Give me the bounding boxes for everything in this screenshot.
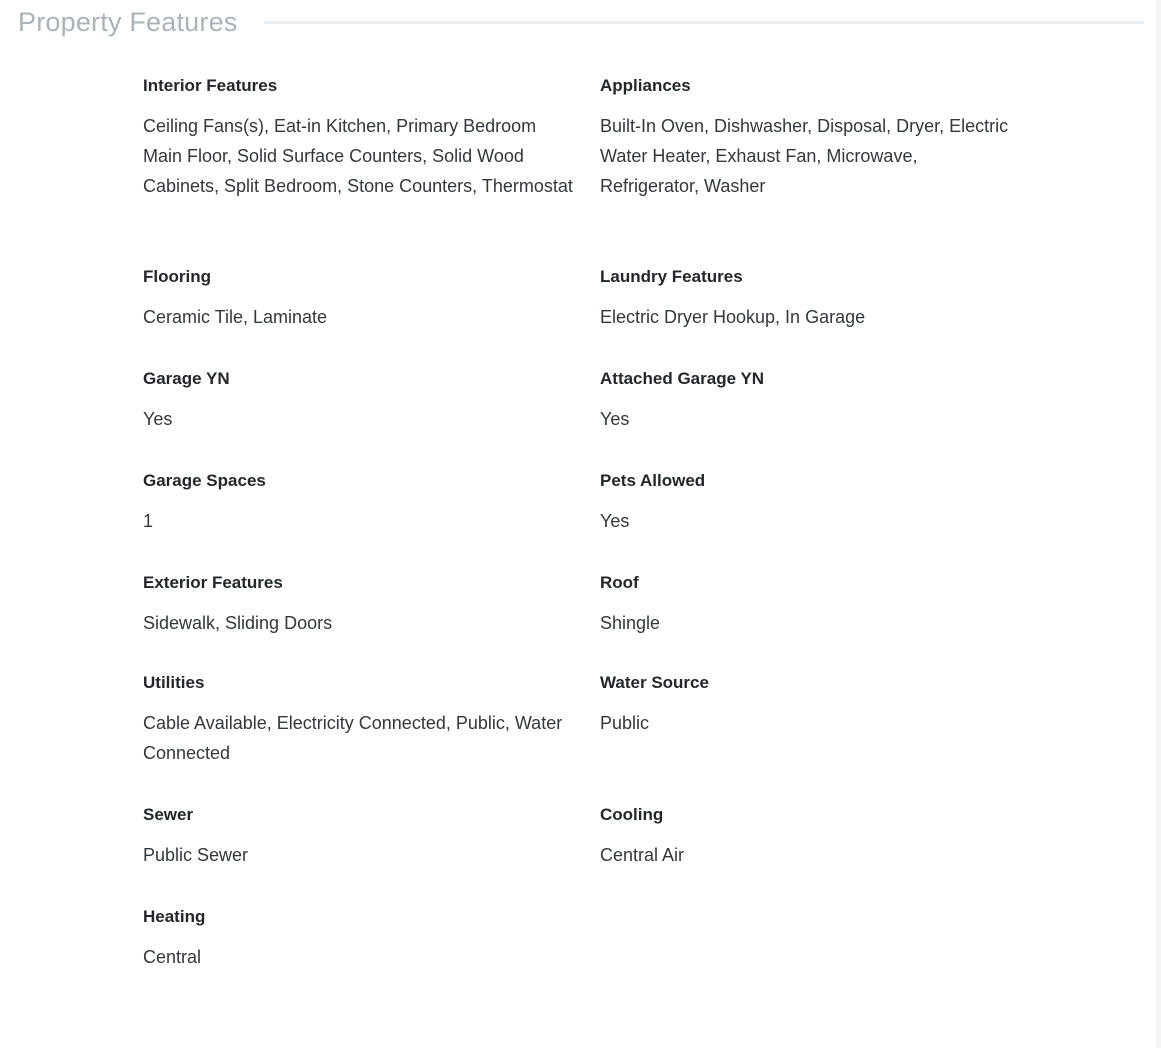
feature-label: Attached Garage YN (600, 369, 765, 388)
feature-garage-yn (143, 365, 600, 467)
feature-label: Sewer (143, 805, 194, 824)
scrollbar-track[interactable] (1156, 0, 1161, 1048)
feature-attached-garage-yn (600, 365, 1043, 467)
feature-utilities (143, 669, 600, 801)
section-divider (264, 21, 1145, 24)
feature-value: Built-In Oven, Dishwasher, Disposal, Dryer, Electric Water Heater, Exhaust Fan, Microwave, Refrigerator, Washer (600, 116, 1009, 196)
feature-label: Garage Spaces (143, 471, 266, 490)
feature-exterior-features (143, 569, 600, 669)
feature-value: Ceramic Tile, Laminate (143, 307, 328, 327)
feature-value: Yes (600, 409, 630, 429)
feature-cooling (600, 801, 1043, 903)
feature-appliances (600, 72, 1043, 263)
feature-value: Electric Dryer Hookup, In Garage (600, 307, 866, 327)
section-title: Property Features (18, 7, 238, 37)
feature-label: Appliances (600, 76, 691, 95)
feature-label: Garage YN (143, 369, 230, 388)
feature-label: Exterior Features (143, 573, 283, 592)
feature-roof (600, 569, 1043, 669)
feature-value: Cable Available, Electricity Connected, Public, Water Connected (143, 713, 563, 763)
feature-pets-allowed (600, 467, 1043, 569)
feature-label: Heating (143, 907, 206, 926)
feature-value: Sidewalk, Sliding Doors (143, 613, 333, 633)
feature-value: Shingle (600, 613, 661, 633)
feature-label: Utilities (143, 673, 205, 692)
feature-water-source (600, 669, 1043, 801)
feature-value: Yes (600, 511, 630, 531)
feature-label: Interior Features (143, 76, 278, 95)
feature-label: Cooling (600, 805, 664, 824)
feature-label: Flooring (143, 267, 211, 286)
feature-garage-spaces (143, 467, 600, 569)
feature-interior-features (143, 72, 600, 263)
feature-label: Roof (600, 573, 639, 592)
feature-value: Public (600, 713, 650, 733)
feature-value: Ceiling Fans(s), Eat-in Kitchen, Primary Bedroom Main Floor, Solid Surface Counters, Solid Wood Cabinets, Split Bedroom, Stone Counters, Thermostat (143, 116, 573, 196)
section-header (18, 4, 1144, 40)
feature-sewer (143, 801, 600, 903)
feature-label: Laundry Features (600, 267, 743, 286)
feature-label: Water Source (600, 673, 709, 692)
feature-laundry-features (600, 263, 1043, 365)
feature-heating (143, 903, 600, 1003)
feature-flooring (143, 263, 600, 365)
feature-value: Central (143, 947, 202, 967)
feature-value: 1 (143, 511, 154, 531)
features-grid (143, 72, 1043, 1003)
feature-label: Pets Allowed (600, 471, 706, 490)
feature-value: Yes (143, 409, 173, 429)
feature-value: Central Air (600, 845, 685, 865)
feature-value: Public Sewer (143, 845, 249, 865)
